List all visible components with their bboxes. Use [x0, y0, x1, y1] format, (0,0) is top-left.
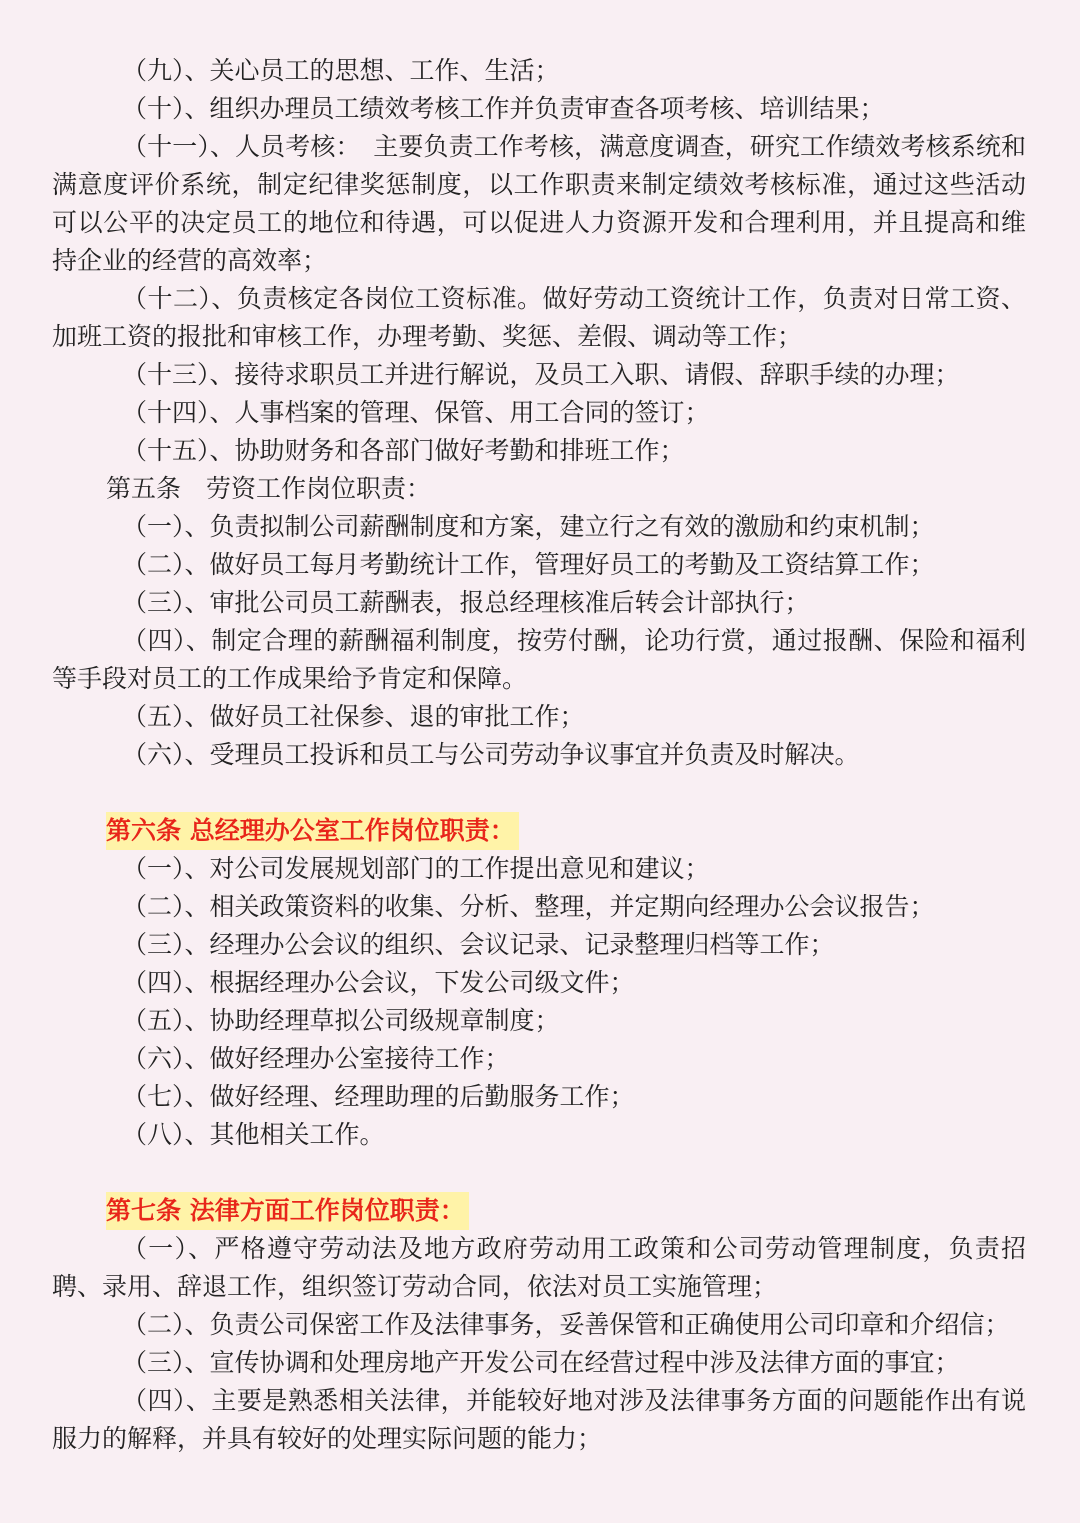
list-item: （二）、负责公司保密工作及法律事务，妥善保管和正确使用公司印章和介绍信；	[122, 1310, 1010, 1339]
list-item: （一）、严格遵守劳动法及地方政府劳动用工政策和公司劳动管理制度，负责招聘、录用、辞退工作，组织签订劳动合同，依法对员工实施管理；	[52, 1234, 1026, 1301]
list-item: （一）、负责拟制公司薪酬制度和方案，建立行之有效的激励和约束机制；	[122, 512, 935, 541]
list-item: （十五）、协助财务和各部门做好考勤和排班工作；	[122, 436, 685, 465]
list-item: （六）、做好经理办公室接待工作；	[122, 1044, 510, 1073]
list-item: （二）、相关政策资料的收集、分析、整理，并定期向经理办公会议报告；	[122, 892, 935, 921]
article-7-title	[52, 1192, 1026, 1230]
list-item: （五）、协助经理草拟公司级规章制度；	[122, 1006, 560, 1035]
list-item: （四）、根据经理办公会议，下发公司级文件；	[122, 968, 635, 997]
article-6-title	[52, 812, 1026, 850]
list-item: （九）、关心员工的思想、工作、生活；	[122, 56, 560, 85]
list-item: （五）、做好员工社保参、退的审批工作；	[122, 702, 585, 731]
list-item: （十三）、接待求职员工并进行解说，及员工入职、请假、辞职手续的办理；	[122, 360, 960, 389]
list-item: （四）、主要是熟悉相关法律，并能较好地对涉及法律事务方面的问题能作出有说服力的解释，并具有较好的处理实际问题的能力；	[52, 1386, 1026, 1453]
article-5-title-text: 第五条 劳资工作岗位职责：	[106, 474, 432, 503]
list-item: （十一）、人员考核： 主要负责工作考核，满意度调查，研究工作绩效考核系统和满意度评价系统，制定纪律奖惩制度，以工作职责来制定绩效考核标准，通过这些活动可以公平的决定员工的地位和待遇，可以促进人力资源开发和合理利用，并且提高和维持企业的经营的高效率；	[52, 132, 1026, 275]
list-item: （十四）、人事档案的管理、保管、用工合同的签订；	[122, 398, 710, 427]
list-item: （七）、做好经理、经理助理的后勤服务工作；	[122, 1082, 635, 1111]
hr-duties-list	[52, 52, 1026, 470]
article-7-section	[52, 1192, 1026, 1458]
list-item: （三）、宣传协调和处理房地产开发公司在经营过程中涉及法律方面的事宜；	[122, 1348, 960, 1377]
article-7-title-text: 第七条 法律方面工作岗位职责：	[106, 1192, 469, 1230]
article-6-section	[52, 812, 1026, 1154]
list-item: （一）、对公司发展规划部门的工作提出意见和建议；	[122, 854, 710, 883]
list-item: （十二）、负责核定各岗位工资标准。做好劳动工资统计工作，负责对日常工资、加班工资的报批和审核工作，办理考勤、奖惩、差假、调动等工作；	[52, 284, 1026, 351]
list-item: （十）、组织办理员工绩效考核工作并负责审查各项考核、培训结果；	[122, 94, 885, 123]
list-item: （八）、其他相关工作。	[122, 1120, 385, 1149]
article-5-section	[52, 470, 1026, 774]
list-item: （三）、审批公司员工薪酬表，报总经理核准后转会计部执行；	[122, 588, 810, 617]
list-item: （三）、经理办公会议的组织、会议记录、记录整理归档等工作；	[122, 930, 835, 959]
article-5-title	[52, 470, 1026, 508]
list-item: （四）、制定合理的薪酬福利制度，按劳付酬，论功行赏，通过报酬、保险和福利等手段对员工的工作成果给予肯定和保障。	[52, 626, 1026, 693]
article-6-title-text: 第六条 总经理办公室工作岗位职责：	[106, 812, 519, 850]
list-item: （二）、做好员工每月考勤统计工作，管理好员工的考勤及工资结算工作；	[122, 550, 935, 579]
list-item: （六）、受理员工投诉和员工与公司劳动争议事宜并负责及时解决。	[122, 740, 860, 769]
